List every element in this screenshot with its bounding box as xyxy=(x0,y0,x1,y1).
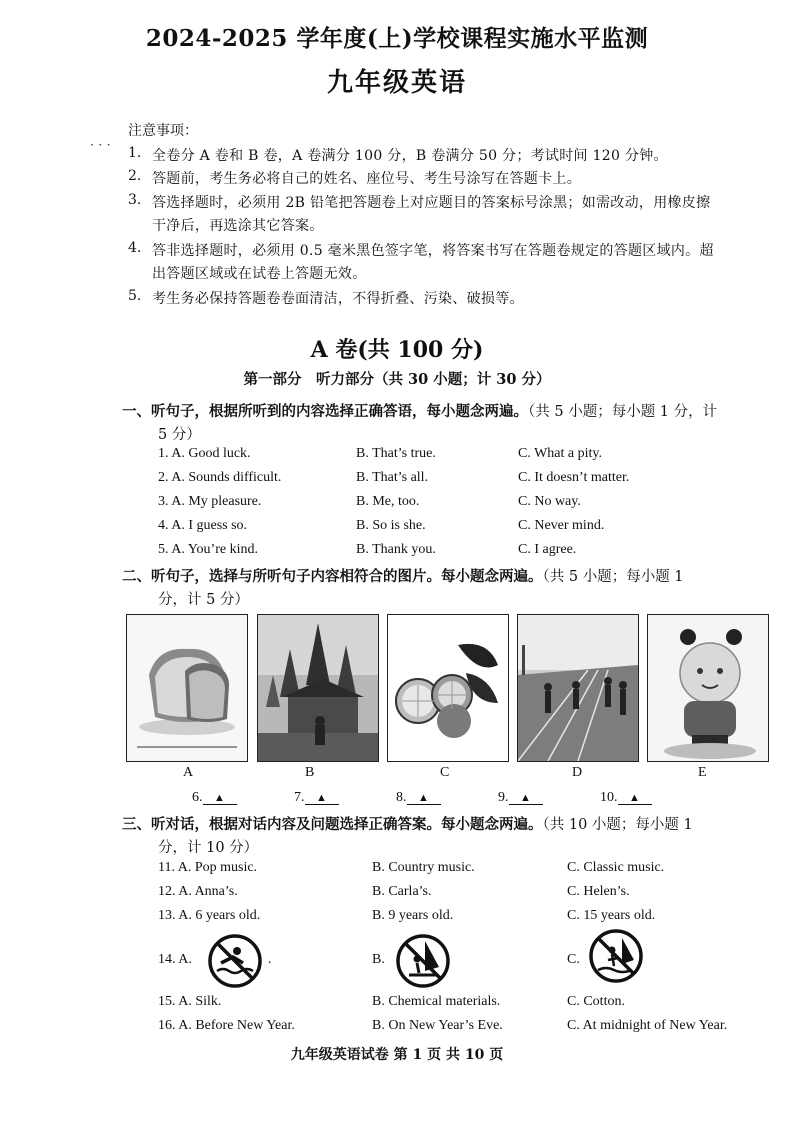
option-c: C. Helen’s. xyxy=(567,884,630,899)
picture-c xyxy=(387,614,509,762)
section-note: （共 5 小题；每小题 1 xyxy=(542,569,684,585)
picture-label: A xyxy=(183,765,194,780)
picture-a xyxy=(126,614,248,762)
notice-num: 1. xyxy=(128,145,142,161)
answer-blank[interactable] xyxy=(294,790,339,806)
picture-b xyxy=(257,614,379,762)
temple-icon xyxy=(258,615,378,761)
option-b: B. That’s all. xyxy=(356,470,429,485)
option-a: 11. A. Pop music. xyxy=(158,860,258,875)
option-b: B. Country music. xyxy=(372,860,475,875)
option-c: C. At midnight of New Year. xyxy=(567,1018,728,1033)
triangle-icon: ▲ xyxy=(509,792,543,805)
option-c: C. Never mind. xyxy=(518,518,605,533)
picture-label: D xyxy=(572,765,583,780)
picture-label: E xyxy=(698,765,707,780)
option-a: 15. A. Silk. xyxy=(158,994,222,1009)
option-c: C. 15 years old. xyxy=(567,908,656,923)
option-a: 4. A. I guess so. xyxy=(158,518,248,533)
bread-icon xyxy=(127,615,247,761)
blank-number: 6. xyxy=(192,790,203,805)
option-a: 16. A. Before New Year. xyxy=(158,1018,295,1033)
notice-text: 考生务必保持答题卷卷面清洁，不得折叠、污染、破损等。 xyxy=(152,291,524,307)
section-note-cont: 分，计 10 分） xyxy=(158,840,259,856)
option-dot: . xyxy=(268,952,272,967)
notice-text: 出答题区域或在试卷上答题无效。 xyxy=(152,266,367,282)
notice-num: 4. xyxy=(128,240,142,256)
option-b: B. Me, too. xyxy=(356,494,420,509)
notice-text: 答非选择题时，必须用 0.5 毫米黑色签字笔，将答案书写在答题卷规定的答题区域内。超 xyxy=(152,243,714,259)
no-swimming-sign-icon xyxy=(207,933,263,989)
section-two-heading xyxy=(122,565,684,586)
notice-heading: 注意事项： xyxy=(128,123,198,139)
section-note-cont: 5 分） xyxy=(158,427,201,443)
blank-number: 9. xyxy=(498,790,509,805)
option-b: B. On New Year’s Eve. xyxy=(372,1018,503,1033)
triangle-icon: ▲ xyxy=(618,792,652,805)
blank-number: 7. xyxy=(294,790,305,805)
notice-text: 答题前，考生务必将自己的姓名、座位号、考生号涂写在答题卡上。 xyxy=(152,171,581,187)
notice-num: 3. xyxy=(128,192,142,208)
section-heading-text: 二、听句子，选择与所听句子内容相符合的图片。每小题念两遍。 xyxy=(122,568,543,585)
option-a: 3. A. My pleasure. xyxy=(158,494,262,509)
section-heading-text: 一、听句子，根据所听到的内容选择正确答语，每小题念两遍。 xyxy=(122,403,528,420)
answer-blank[interactable] xyxy=(498,790,543,806)
doll-icon xyxy=(648,615,768,761)
option-c: C. What a pity. xyxy=(518,446,602,461)
blank-number: 10. xyxy=(600,790,618,805)
option-c: C. xyxy=(567,952,580,967)
picture-d xyxy=(517,614,639,762)
margin-dots: · · · xyxy=(90,138,111,153)
triangle-icon: ▲ xyxy=(203,792,237,805)
notice-text: 答选择题时，必须用 2B 铅笔把答题卷上对应题目的答案标号涂黑；如需改动，用橡皮擦 xyxy=(152,195,711,211)
notice-num: 2. xyxy=(128,168,142,184)
option-c: C. It doesn’t matter. xyxy=(518,470,630,485)
option-a: 5. A. You’re kind. xyxy=(158,542,258,557)
no-windsurfing-sign-icon xyxy=(395,933,451,989)
oranges-icon xyxy=(388,615,508,761)
option-b: B. That’s true. xyxy=(356,446,436,461)
section-note: （共 5 小题；每小题 1 分，计 xyxy=(528,404,718,420)
option-a: 13. A. 6 years old. xyxy=(158,908,261,923)
option-b: B. So is she. xyxy=(356,518,426,533)
no-surfing-sign-icon xyxy=(588,928,644,984)
paper-a-title: A 卷(共 100 分) xyxy=(310,337,484,363)
answer-blank[interactable] xyxy=(396,790,441,806)
option-b: B. Chemical materials. xyxy=(372,994,501,1009)
picture-label: B xyxy=(305,765,315,780)
section-one-heading xyxy=(122,400,717,421)
picture-e xyxy=(647,614,769,762)
option-c: C. No way. xyxy=(518,494,581,509)
option-a: 1. A. Good luck. xyxy=(158,446,251,461)
option-c: C. Classic music. xyxy=(567,860,665,875)
exam-title: 2024-2025 学年度(上)学校课程实施水平监测 xyxy=(145,25,649,52)
section-note-cont: 分，计 5 分） xyxy=(158,592,249,608)
triangle-icon: ▲ xyxy=(407,792,441,805)
option-b: B. xyxy=(372,952,385,967)
notice-text: 全卷分 A 卷和 B 卷，A 卷满分 100 分，B 卷满分 50 分；考试时间 120 分钟。 xyxy=(152,148,668,164)
picture-label: C xyxy=(440,765,450,780)
blank-number: 8. xyxy=(396,790,407,805)
exam-subject: 九年级英语 xyxy=(326,68,467,98)
section-note: （共 10 小题；每小题 1 xyxy=(542,817,693,833)
option-c: C. I agree. xyxy=(518,542,577,557)
page-footer: 九年级英语试卷 第 1 页 共 10 页 xyxy=(290,1047,504,1063)
option-a: 12. A. Anna’s. xyxy=(158,884,238,899)
option-b: B. Thank you. xyxy=(356,542,436,557)
section-heading-text: 三、听对话，根据对话内容及问题选择正确答案。每小题念两遍。 xyxy=(122,816,543,833)
notice-text: 干净后，再选涂其它答案。 xyxy=(152,218,324,234)
option-c: C. Cotton. xyxy=(567,994,625,1009)
answer-blank[interactable] xyxy=(600,790,652,806)
part-one-title: 第一部分 听力部分（共 30 小题；计 30 分） xyxy=(243,371,551,388)
notice-num: 5. xyxy=(128,288,142,304)
section-three-heading xyxy=(122,813,693,834)
option-a: 14. A. xyxy=(158,952,192,967)
option-b: B. Carla’s. xyxy=(372,884,432,899)
option-a: 2. A. Sounds difficult. xyxy=(158,470,282,485)
running-track-icon xyxy=(518,615,638,761)
option-b: B. 9 years old. xyxy=(372,908,454,923)
triangle-icon: ▲ xyxy=(305,792,339,805)
answer-blank[interactable] xyxy=(192,790,237,806)
